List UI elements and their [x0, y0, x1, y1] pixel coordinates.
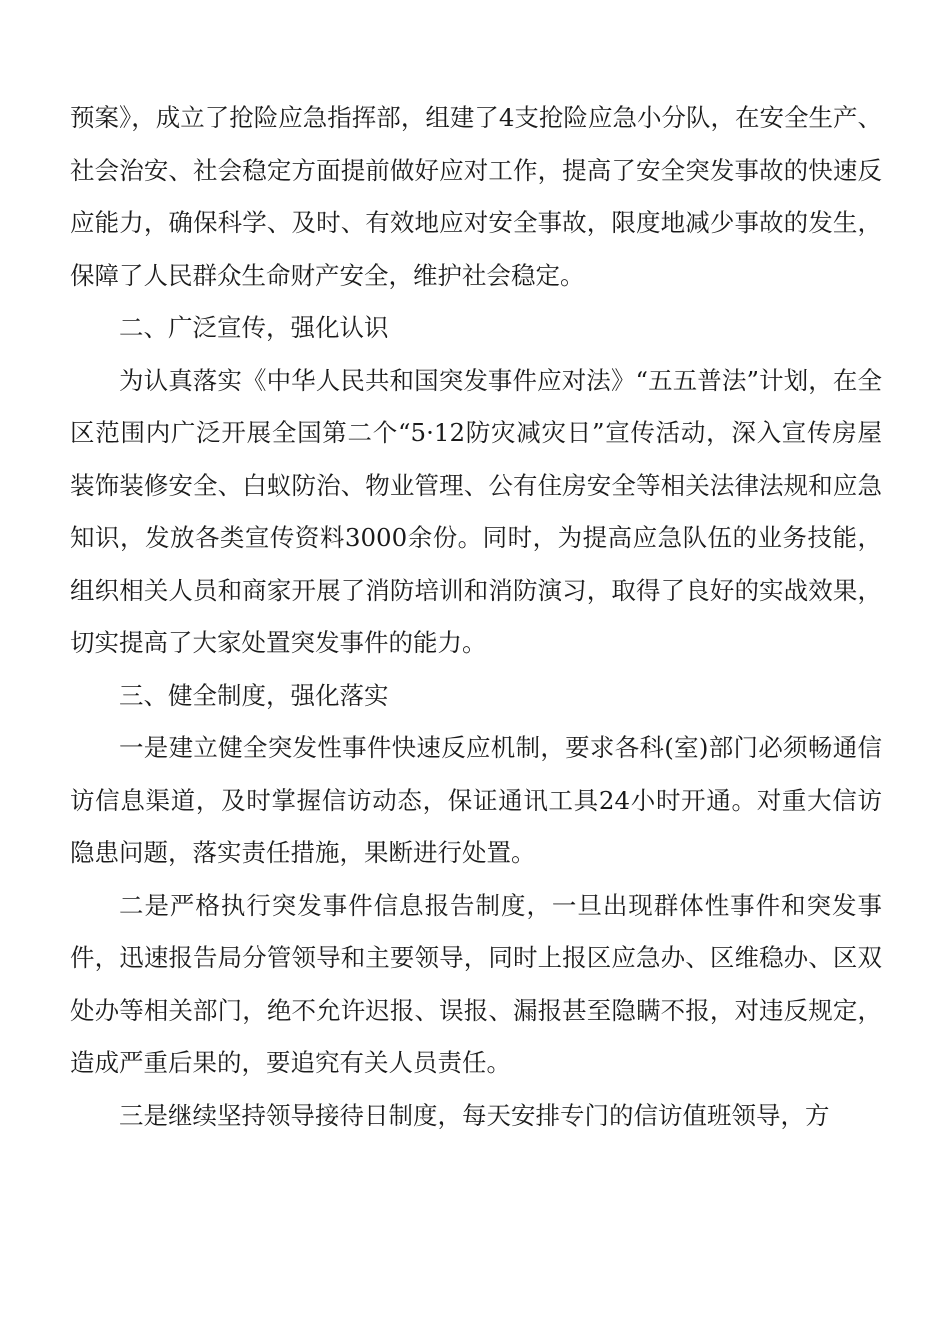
- document-body: [70, 92, 882, 1142]
- paragraph-reporting-system: 二是严格执行突发事件信息报告制度，一旦出现群体性事件和突发事件，迅速报告局分管领导和主要领导，同时上报区应急办、区维稳办、区双处办等相关部门，绝不允许迟报、误报、漏报甚至隐瞒不报，对违反规定，造成严重后果的，要追究有关人员责任。: [70, 890, 882, 1077]
- section-heading-systems: 三、健全制度，强化落实: [119, 680, 389, 710]
- paragraph-response-mechanism: 一是建立健全突发性事件快速反应机制，要求各科(室)部门必须畅通信访信息渠道，及时掌握信访动态，保证通讯工具24小时开通。对重大信访隐患问题，落实责任措施，果断进行处置。: [70, 733, 882, 867]
- paragraph-reception-day: 三是继续坚持领导接待日制度，每天安排专门的信访值班领导，方: [119, 1100, 830, 1130]
- paragraph-publicity: 为认真落实《中华人民共和国突发事件应对法》“五五普法”计划，在全区范围内广泛开展全国第二个“5·12防灾减灾日”宣传活动，深入宣传房屋装饰装修安全、白蚁防治、物业管理、公有住房安全等相关法律法规和应急知识，发放各类宣传资料3000余份。同时，为提高应急队伍的业务技能，组织相关人员和商家开展了消防培训和消防演习，取得了良好的实战效果，切实提高了大家处置突发事件的能力。: [70, 365, 882, 657]
- paragraph-emergency-plan: 预案》，成立了抢险应急指挥部，组建了4支抢险应急小分队，在安全生产、社会治安、社会稳定方面提前做好应对工作，提高了安全突发事故的快速反应能力，确保科学、及时、有效地应对安全事故，限度地减少事故的发生，保障了人民群众生命财产安全，维护社会稳定。: [70, 103, 882, 290]
- section-heading-publicity: 二、广泛宣传，强化认识: [119, 313, 389, 342]
